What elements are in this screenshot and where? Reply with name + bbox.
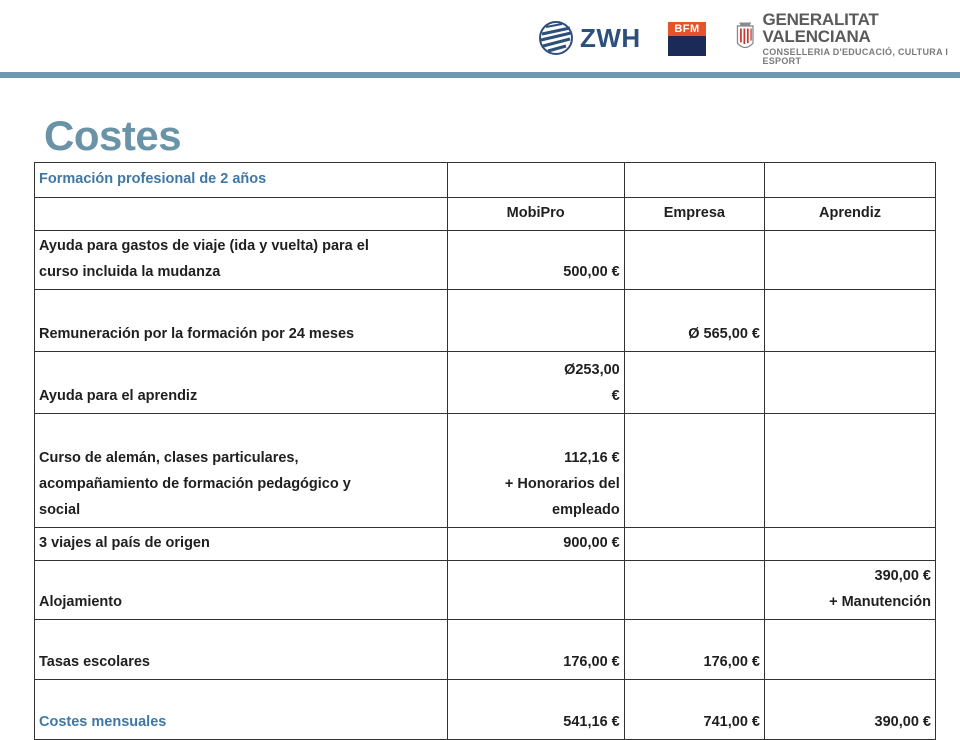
row-label [35,290,448,352]
cell-empresa [624,290,764,352]
column-header-aprendiz: Aprendiz [765,198,936,231]
row-label-line: Alojamiento [39,594,122,610]
row-label [35,561,448,620]
cell-aprendiz [765,620,936,680]
total-empresa [624,680,764,740]
cell-empresa [624,352,764,414]
row-label-line: Ayuda para gastos de viaje (ida y vuelta) para el [39,238,369,254]
zwh-logo-text: ZWH [580,22,641,53]
cell-mobipro-line: 112,16 € [564,450,620,466]
cell-mobipro-line: 900,00 € [563,535,620,551]
cell-aprendiz [765,561,936,620]
cell-empresa-line: 176,00 € [703,654,760,670]
row-label-line: Curso de alemán, clases particulares, [39,450,299,466]
table-header-row [35,198,936,231]
table-row [35,528,936,561]
total-mobipro-line: 541,16 € [563,714,620,730]
table-row [35,561,936,620]
row-label-line: Ayuda para el aprendiz [39,388,198,404]
cell-mobipro-line: Ø253,00 [564,362,620,378]
total-mobipro [447,680,624,740]
row-label [35,231,448,290]
gva-logo-line2: CONSELLERIA D'EDUCACIÓ, CULTURA I ESPORT [762,46,949,66]
zwh-sphere-icon [538,20,574,56]
section-label: Formación profesional de 2 años [35,163,448,198]
cell-mobipro-line: 176,00 € [563,654,620,670]
header-accent-bar [0,72,960,78]
cell-mobipro [447,414,624,528]
cell-aprendiz-line: 390,00 € [874,568,931,584]
total-label [35,680,448,740]
zwh-logo [538,16,641,60]
cell-mobipro [447,620,624,680]
cell-mobipro [447,561,624,620]
row-label [35,414,448,528]
cell-mobipro-line: empleado [552,502,620,518]
cell-aprendiz [765,231,936,290]
gva-coat-of-arms-icon [734,18,756,58]
cell-empresa [624,528,764,561]
total-aprendiz-line: 390,00 € [874,714,931,730]
gva-logo-line1: GENERALITAT VALENCIANA [762,9,879,46]
cell-empresa [624,561,764,620]
page-title: Costes [44,112,182,159]
cell-mobipro [447,290,624,352]
cell-empresa [624,620,764,680]
gva-logo [734,9,960,66]
cell-mobipro [447,528,624,561]
column-header-mobipro: MobiPro [447,198,624,231]
cell-mobipro-line: € [611,388,620,404]
row-label [35,528,448,561]
table-section-row [35,163,936,198]
cell-aprendiz [765,290,936,352]
cell-aprendiz [765,528,936,561]
bfm-logo [668,22,706,56]
costs-table [34,162,936,740]
cell-empresa [624,414,764,528]
column-header-empresa: Empresa [624,198,764,231]
table-row [35,352,936,414]
table-row [35,231,936,290]
cell-empresa-line: Ø 565,00 € [688,326,760,342]
row-label-line: social [39,502,81,518]
row-label [35,352,448,414]
total-empresa-line: 741,00 € [703,714,760,730]
row-label-line: curso incluida la mudanza [39,264,221,280]
total-label-line: Costes mensuales [39,714,167,730]
cell-aprendiz [765,414,936,528]
header-bar [0,0,960,72]
cell-mobipro [447,352,624,414]
row-label-line: Tasas escolares [39,654,150,670]
cell-mobipro-line: 500,00 € [563,264,620,280]
table-row [35,620,936,680]
total-aprendiz [765,680,936,740]
cell-empresa [624,231,764,290]
row-label-line: Remuneración por la formación por 24 meses [39,326,355,342]
cell-aprendiz-line: + Manutención [829,594,931,610]
row-label-line: 3 viajes al país de origen [39,535,210,551]
cell-aprendiz [765,352,936,414]
row-label-line: acompañamiento de formación pedagógico y [39,476,351,492]
table-row [35,414,936,528]
row-label [35,620,448,680]
table-row [35,290,936,352]
total-row [35,680,936,740]
cell-mobipro [447,231,624,290]
bfm-logo-text: BFM [668,22,706,36]
cell-mobipro-line: + Honorarios del [504,476,620,492]
